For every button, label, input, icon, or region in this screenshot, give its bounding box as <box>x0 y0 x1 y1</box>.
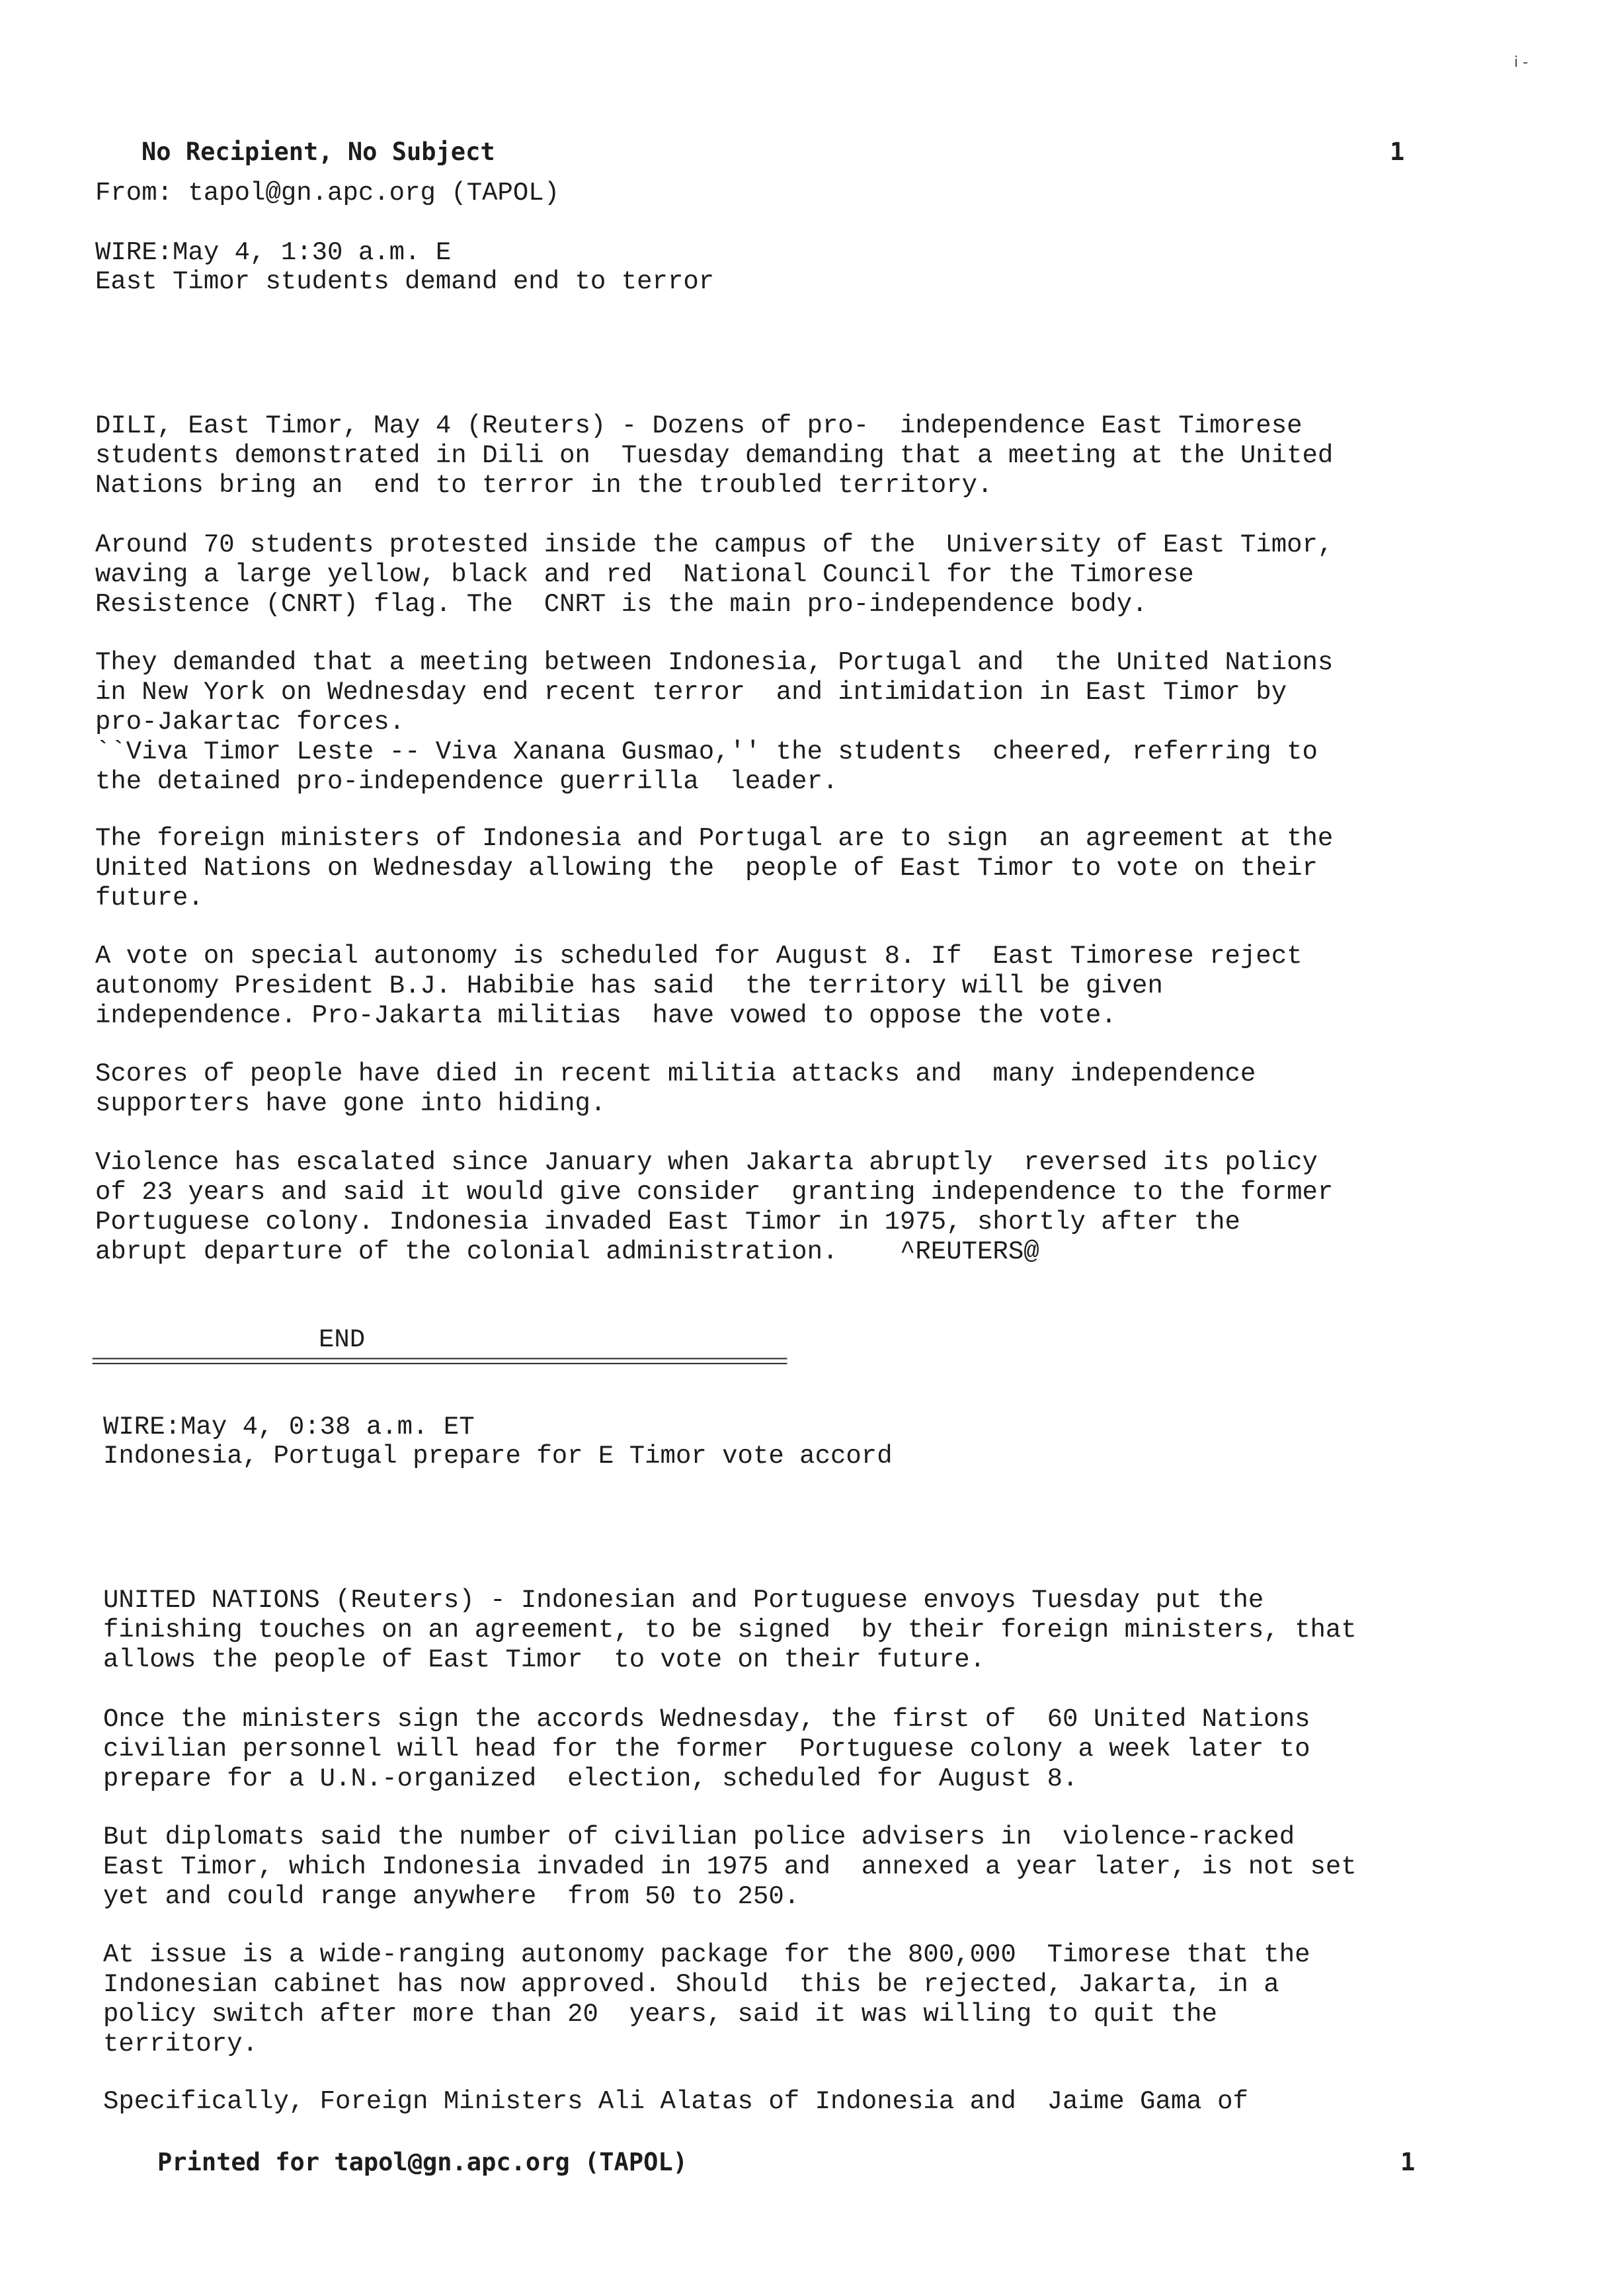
header-from: From: tapol@gn.apc.org (TAPOL) <box>95 179 560 208</box>
corner-mark: i - <box>1514 54 1529 71</box>
story2-paragraph-1: UNITED NATIONS (Reuters) - Indonesian and Portuguese envoys Tuesday put the finishing touches on an agreement, to be signed by their foreign ministers, that allows the people of East Timor to vote on their future. <box>103 1586 1357 1674</box>
story2-paragraph-5: Specifically, Foreign Ministers Ali Alatas of Indonesia and Jaime Gama of <box>103 2087 1248 2116</box>
story1-wire: WIRE:May 4, 1:30 a.m. E <box>95 238 452 267</box>
story2-headline: Indonesia, Portugal prepare for E Timor vote accord <box>103 1442 893 1471</box>
story2-wire: WIRE:May 4, 0:38 a.m. ET <box>103 1413 475 1442</box>
story1-paragraph-2: Around 70 students protested inside the campus of the University of East Timor, waving a large yellow, black and red National Council for the Timorese Resistence (CNRT) flag. The CNRT is the main pro-independence body. <box>95 530 1334 619</box>
story1-end: END <box>319 1325 366 1354</box>
header-title: No Recipient, No Subject <box>141 138 495 166</box>
separator-rule: =========================================================================== <box>91 1352 786 1374</box>
header-page-number: 1 <box>1390 138 1405 166</box>
story1-paragraph-4: The foreign ministers of Indonesia and Portugal are to sign an agreement at the United Nations on Wednesday allowing the people of East Timor to vote on their future. <box>95 824 1334 913</box>
story2-paragraph-2: Once the ministers sign the accords Wednesday, the first of 60 United Nations civilian personnel will head for the former Portuguese colony a week later to prepare for a U.N.-organized election, scheduled for August 8. <box>103 1705 1310 1793</box>
story1-headline: East Timor students demand end to terror <box>95 267 715 296</box>
story1-paragraph-1: DILI, East Timor, May 4 (Reuters) - Dozens of pro- independence East Timorese students demonstrated in Dili on Tuesday demanding that a meeting at the United Nations bring an end to terror in the troubled territory. <box>95 411 1334 500</box>
story2-paragraph-3: But diplomats said the number of civilian police advisers in violence-racked East Timor, which Indonesia invaded in 1975 and annexed a year later, is not set yet and could range anywhere from 50 to 250. <box>103 1823 1357 1911</box>
story1-paragraph-7: Violence has escalated since January when Jakarta abruptly reversed its policy of 23 years and said it would give consider granting independence to the former Portuguese colony. Indonesia invaded East Timor in 1975, shortly after the abrupt departure of the colonial administration. ^REUTERS@ <box>95 1148 1334 1266</box>
story1-paragraph-6: Scores of people have died in recent militia attacks and many independence supporters have gone into hiding. <box>95 1059 1256 1118</box>
story2-paragraph-4: At issue is a wide-ranging autonomy package for the 800,000 Timorese that the Indonesian cabinet has now approved. Should this be rejected, Jakarta, in a policy switch after more than 20 years, said it was willing to quit the territory. <box>103 1940 1310 2059</box>
footer-printed-for: Printed for tapol@gn.apc.org (TAPOL) <box>157 2148 688 2176</box>
footer-page-number: 1 <box>1400 2148 1416 2176</box>
story1-paragraph-3: They demanded that a meeting between Indonesia, Portugal and the United Nations in New York on Wednesday end recent terror and intimidation in East Timor by pro-Jakartac forces. ``Viva Timor Leste -- Viva Xanana Gusmao,'' the students cheered, referring to the detained pro-independence guerrilla leader. <box>95 648 1334 796</box>
story1-paragraph-5: A vote on special autonomy is scheduled for August 8. If East Timorese reject autonomy President B.J. Habibie has said the territory will be given independence. Pro-Jakarta militias have vowed to oppose the vote. <box>95 942 1303 1030</box>
